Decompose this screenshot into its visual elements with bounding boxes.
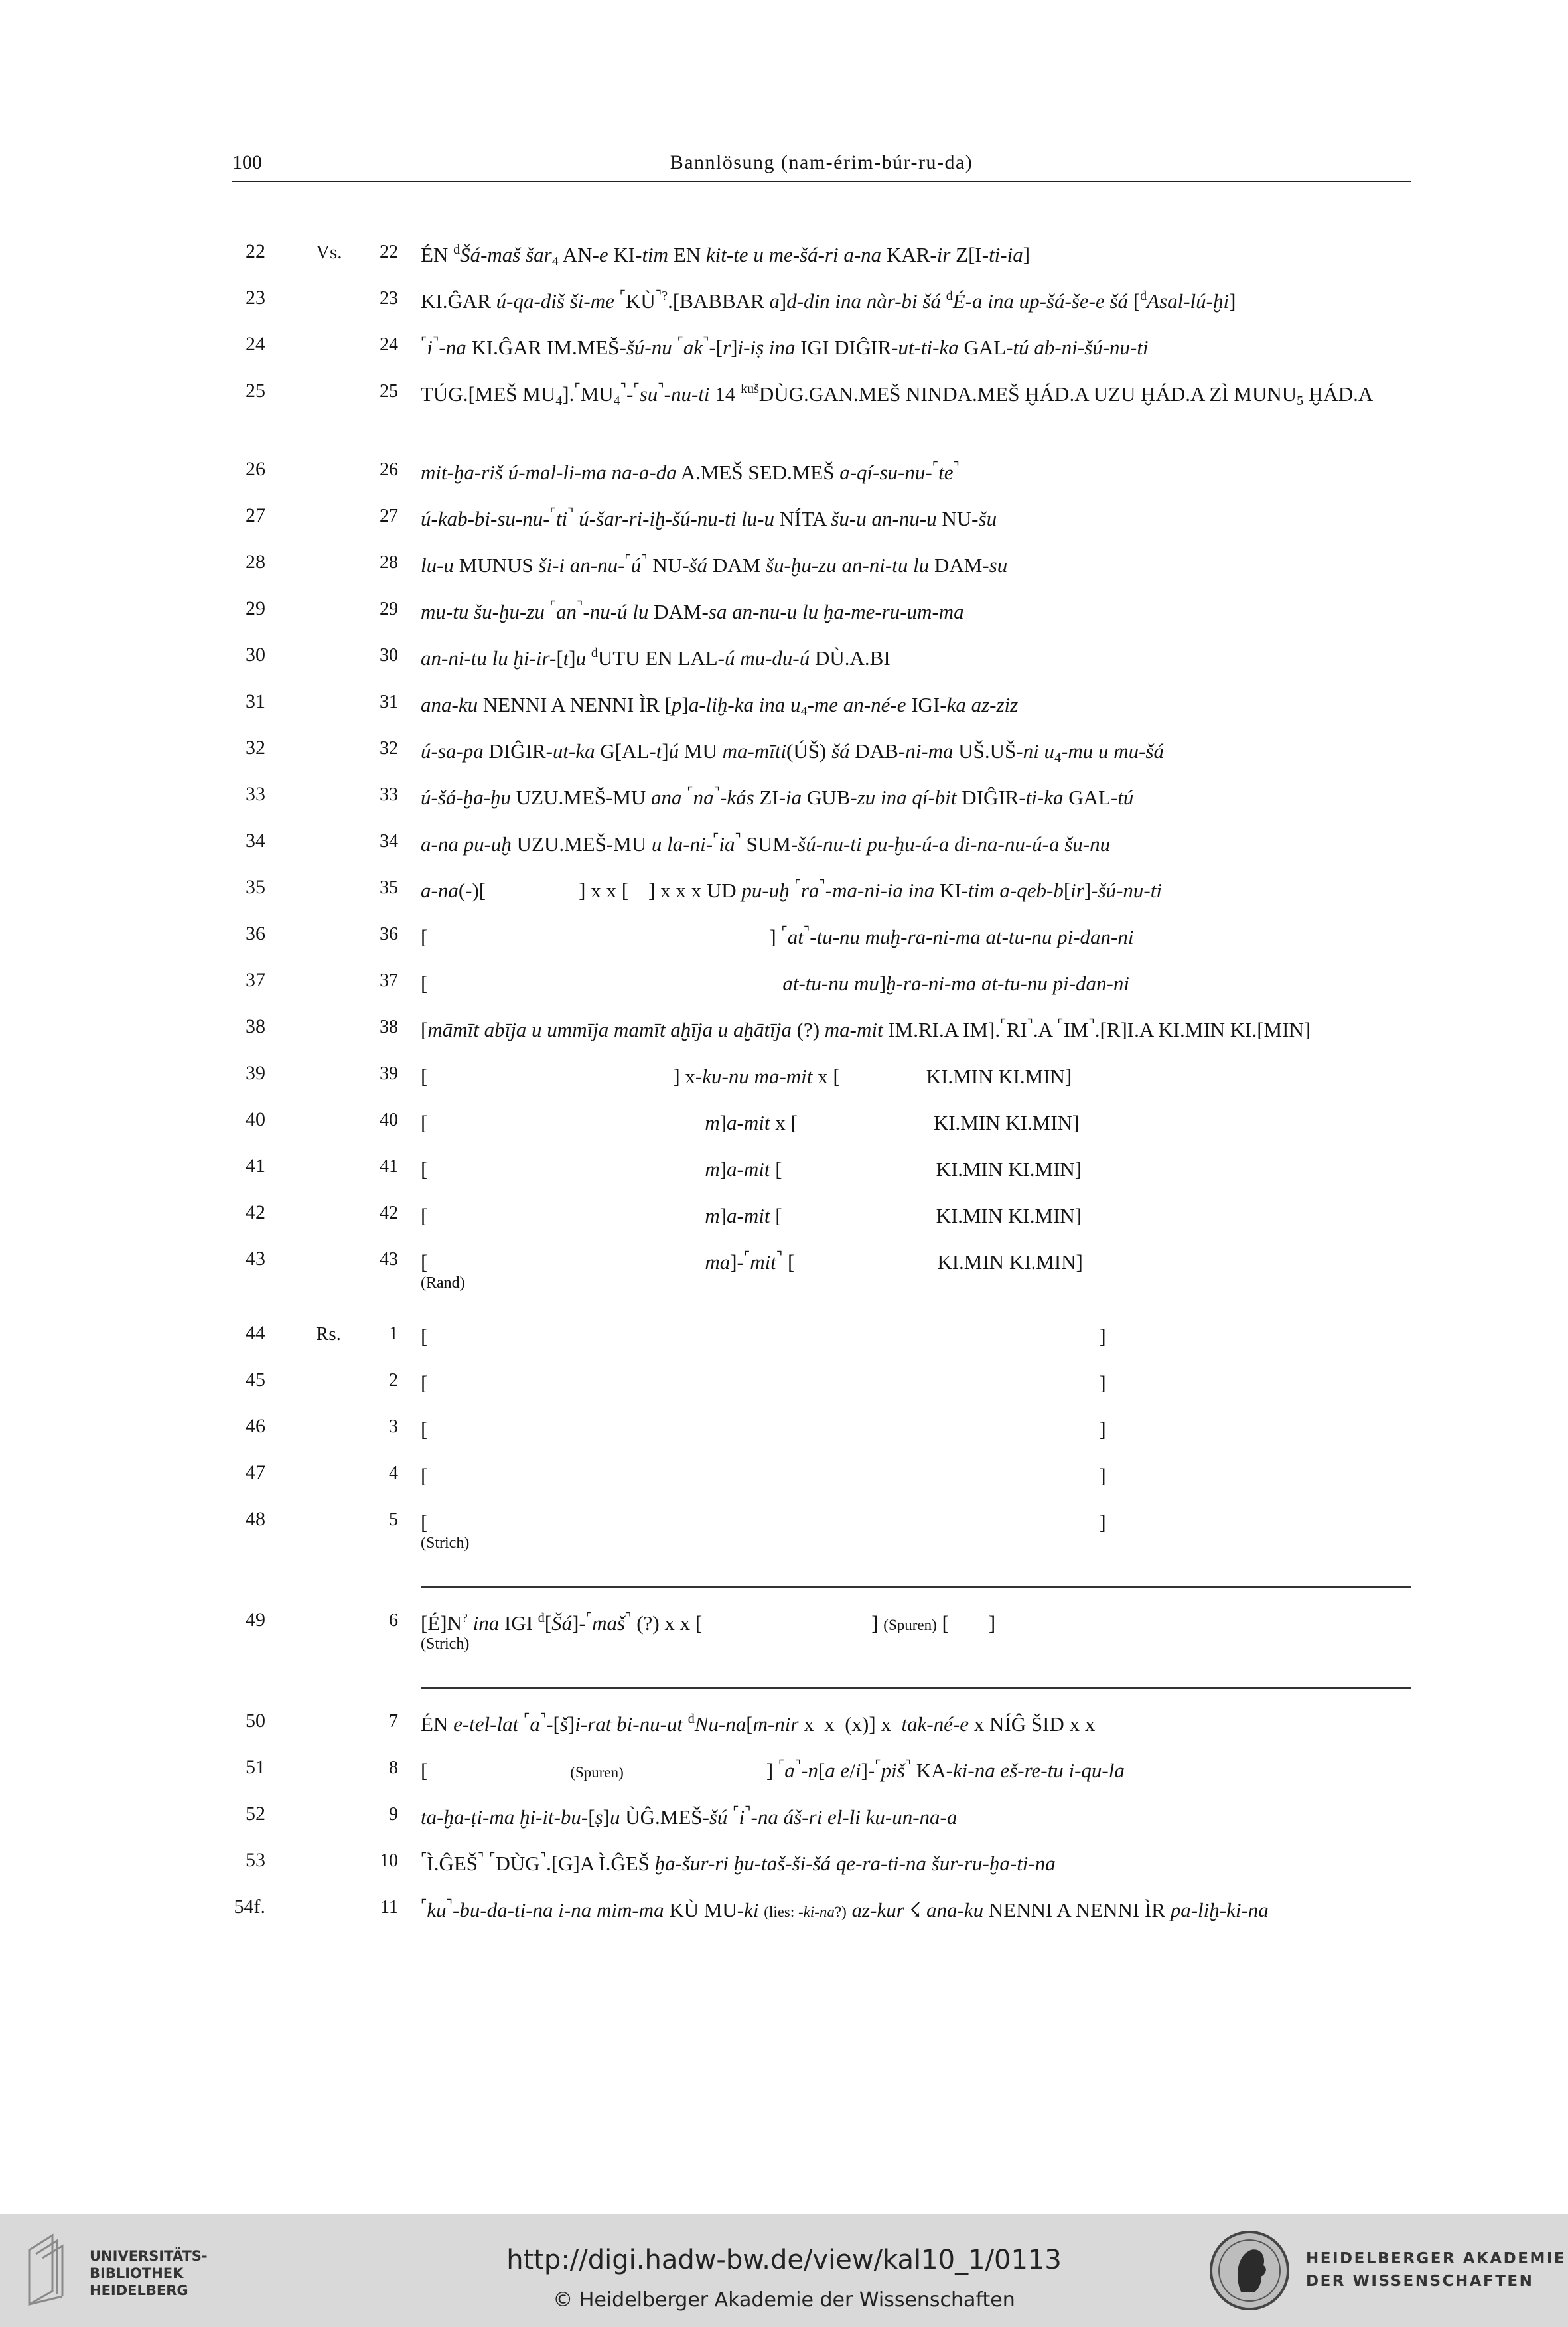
transliteration-text: ⌜Ì.ĜEŠ⌝ ⌜DÙG⌝.[G]A Ì.ĜEŠ ḫa-šur-ri ḫu-taš-ši-šá qe-ra-ti-na šur-ru-ḫa-ti-na xyxy=(421,1851,1056,1875)
source-line-number: 6 xyxy=(389,1610,398,1631)
source-line-number: 2 xyxy=(389,1370,398,1390)
line-number: 43 xyxy=(246,1248,265,1270)
transliteration-text: KI.ĜAR ú-qa-diš ši-me ⌜KÙ⌝?.[BABBAR a]d-din ina nàr-bi šá $^d$É-a ina up-šá-še-e šá [$^d$Asal-lú-ḫi] xyxy=(421,289,1236,313)
transliteration-text: lu-u MUNUS ši-i an-nu-⌜ú⌝ NU-šá DAM šu-ḫu-zu an-ni-tu lu DAM-su xyxy=(421,553,1008,577)
line-number: 38 xyxy=(246,1015,265,1037)
text-line xyxy=(0,238,1568,284)
text-line xyxy=(0,595,1568,641)
page-number: 100 xyxy=(232,151,262,173)
line-number: 34 xyxy=(246,830,265,852)
line-number: 33 xyxy=(246,783,265,805)
line-number: 50 xyxy=(246,1710,265,1732)
source-line-number: 29 xyxy=(380,599,398,619)
transliteration-text: [ ] xyxy=(421,1464,1106,1487)
line-number: 44 xyxy=(246,1322,265,1344)
text-line xyxy=(0,1459,1568,1505)
text-line xyxy=(0,873,1568,920)
transliteration-text: [ ] x-ku-nu ma-mit x [ KI.MIN KI.MIN] xyxy=(421,1065,1072,1088)
source-line-number: 26 xyxy=(380,459,398,480)
source-line-number: 11 xyxy=(380,1897,398,1917)
source-line-number: 7 xyxy=(389,1711,398,1732)
transliteration-text: ú-šá-ḫa-ḫu UZU.MEŠ-MU ana ⌜na⌝-kás ZI-ia GUB-zu ina qí-bit DIĜIR-ti-ka GAL-tú xyxy=(421,785,1134,809)
line-number: 51 xyxy=(246,1756,265,1778)
section-divider xyxy=(421,1687,1411,1689)
line-number: 40 xyxy=(246,1108,265,1130)
text-line xyxy=(0,827,1568,873)
academy-name-line: DER WISSENSCHAFTEN xyxy=(1306,2273,1534,2290)
source-line-number: 35 xyxy=(380,877,398,898)
source-line-number: 39 xyxy=(380,1063,398,1084)
text-line xyxy=(0,1106,1568,1152)
transliteration-text: [ ] xyxy=(421,1511,1106,1534)
source-line-number: 40 xyxy=(380,1110,398,1130)
source-line-number: 41 xyxy=(380,1156,398,1177)
line-number: 52 xyxy=(246,1803,265,1825)
line-number: 23 xyxy=(246,287,265,309)
text-line xyxy=(0,641,1568,688)
text-line xyxy=(0,1059,1568,1106)
academy-name-line: HEIDELBERGER AKADEMIE xyxy=(1306,2250,1567,2267)
text-line xyxy=(0,1366,1568,1412)
line-number: 32 xyxy=(246,737,265,759)
text-line xyxy=(0,1412,1568,1459)
line-number: 48 xyxy=(246,1508,265,1530)
text-line xyxy=(0,1152,1568,1199)
transliteration-text: [ at-tu-nu mu]ḫ-ra-ni-ma at-tu-nu pi-dan-ni xyxy=(421,972,1129,995)
line-number: 42 xyxy=(246,1201,265,1223)
source-line-number: 25 xyxy=(380,381,398,402)
academy-seal-icon xyxy=(1208,2229,1291,2312)
text-line xyxy=(0,1800,1568,1846)
line-number: 49 xyxy=(246,1609,265,1631)
source-line-number: 36 xyxy=(380,924,398,944)
source-line-number: 38 xyxy=(380,1017,398,1037)
source-line-number: 1 xyxy=(389,1323,398,1344)
text-line xyxy=(0,1606,1568,1707)
text-line xyxy=(0,502,1568,548)
text-line xyxy=(0,734,1568,781)
text-line xyxy=(0,1319,1568,1366)
editorial-note: (Strich) xyxy=(421,1535,470,1552)
line-number: 39 xyxy=(246,1062,265,1084)
source-url-link[interactable]: http://digi.hadw-bw.de/view/kal10_1/0113 xyxy=(506,2245,1062,2275)
library-name-line: HEIDELBERG xyxy=(90,2283,188,2298)
source-line-number: 9 xyxy=(389,1804,398,1825)
transliteration-text: [māmīt abīja u ummīja mamīt aḫīja u aḫātīja (?) ma-mit IM.RI.A IM].⌜RI⌝.A ⌜IM⌝.[R]I.A KI.MIN KI.[MIN] xyxy=(421,1017,1311,1041)
text-line xyxy=(0,1245,1568,1319)
line-number: 29 xyxy=(246,597,265,619)
line-number: 28 xyxy=(246,551,265,573)
source-line-number: 27 xyxy=(380,506,398,526)
source-line-number: 23 xyxy=(380,288,398,309)
section-divider xyxy=(421,1586,1411,1588)
library-name-line: UNIVERSITÄTS- xyxy=(90,2248,208,2264)
source-line-number: 28 xyxy=(380,552,398,573)
source-line-number: 32 xyxy=(380,738,398,759)
line-number: 35 xyxy=(246,876,265,898)
transliteration-text: [ m]a-mit [ KI.MIN KI.MIN] xyxy=(421,1204,1082,1227)
transliteration-lines xyxy=(0,238,1568,1939)
transliteration-text: [É]N? ina IGI $^d$[Šá]-⌜maš⌝ (?) x x [ ] (Spuren) [ ] xyxy=(421,1611,996,1635)
source-line-number: 4 xyxy=(389,1463,398,1483)
source-line-number: 43 xyxy=(380,1249,398,1270)
line-number: 26 xyxy=(246,458,265,480)
line-number: 25 xyxy=(246,380,265,402)
source-line-number: 10 xyxy=(380,1850,398,1871)
transliteration-text: a-na pu-uḫ UZU.MEŠ-MU u la-ni-⌜ia⌝ SUM-šú-nu-ti pu-ḫu-ú-a di-na-nu-ú-a šu-nu xyxy=(421,832,1111,856)
text-line xyxy=(0,920,1568,966)
transliteration-text: a-na(-)[ ] x x [ ] x x x UD pu-uḫ ⌜ra⌝-ma-ni-ia ina KI-tim a-qeb-b[ir]-šú-nu-ti xyxy=(421,878,1162,902)
source-line-number: 42 xyxy=(380,1203,398,1223)
line-number: 45 xyxy=(246,1369,265,1390)
transliteration-text: ana-ku NENNI A NENNI ÌR [p]a-liḫ-ka ina $u_4-me$ an-né-e IGI-ka az-ziz xyxy=(421,693,1019,719)
text-line xyxy=(0,377,1568,455)
text-line xyxy=(0,548,1568,595)
transliteration-text: [ m]a-mit [ KI.MIN KI.MIN] xyxy=(421,1158,1082,1181)
text-line xyxy=(0,1707,1568,1754)
transliteration-text: [ m]a-mit x [ KI.MIN KI.MIN] xyxy=(421,1111,1080,1134)
tablet-side-label: Rs. xyxy=(316,1323,341,1345)
transliteration-text: TÚG.[MEŠ $MU_4].^⌜MU_4^⌝-^⌜su^⌝-nu-ti$ 14 $^{kuš}$DÙG.GAN.MEŠ NINDA.MEŠ ḪÁD.A UZU ḪÁD.A ZÌ $MUNU_5$ ḪÁD.A xyxy=(421,382,1374,408)
tablet-side-label: Vs. xyxy=(316,242,342,263)
transliteration-text: [ (Spuren) ] ⌜a⌝-n[a e/i]-⌜piš⌝ KA-ki-na eš-re-tu i-qu-la xyxy=(421,1758,1125,1782)
text-line xyxy=(0,1013,1568,1059)
editorial-note: (Strich) xyxy=(421,1635,470,1653)
running-title: Bannlösung (nam-érim-búr-ru-da) xyxy=(670,151,973,173)
library-name-line: BIBLIOTHEK xyxy=(90,2265,184,2281)
text-line xyxy=(0,1199,1568,1245)
line-number: 41 xyxy=(246,1155,265,1177)
source-line-number: 24 xyxy=(380,335,398,355)
line-number: 54f. xyxy=(234,1896,265,1917)
line-number: 27 xyxy=(246,504,265,526)
line-number: 36 xyxy=(246,923,265,944)
line-number: 22 xyxy=(246,240,265,262)
text-line xyxy=(0,688,1568,734)
line-number: 47 xyxy=(246,1462,265,1483)
transliteration-text: an-ni-tu lu ḫi-ir-[t]u $^d$UTU EN LAL-ú mu-du-ú DÙ.A.BI xyxy=(421,646,891,670)
line-number: 46 xyxy=(246,1415,265,1437)
line-number: 31 xyxy=(246,690,265,712)
source-line-number: 5 xyxy=(389,1509,398,1530)
text-line xyxy=(0,781,1568,827)
transliteration-text: ú-kab-bi-su-nu-⌜ti⌝ ú-šar-ri-iḫ-šú-nu-ti lu-u NÍTA šu-u an-nu-u NU-šu xyxy=(421,506,997,530)
transliteration-text: mit-ḫa-riš ú-mal-li-ma na-a-da A.MEŠ SED.MEŠ a-qí-su-nu-⌜te⌝ xyxy=(421,460,960,484)
transliteration-text: mu-tu šu-ḫu-zu ⌜an⌝-nu-ú lu DAM-sa an-nu-u lu ḫa-me-ru-um-ma xyxy=(421,599,964,623)
transliteration-text: ú-sa-pa DIĜIR-ut-ka G[AL-t]ú MU ma-mīti(ÚŠ) šá DAB-ni-ma UŠ.UŠ-ni $u_4-mu$ u mu-šá xyxy=(421,739,1164,765)
source-line-number: 31 xyxy=(380,692,398,712)
transliteration-text: [ ] xyxy=(421,1418,1106,1441)
page-header xyxy=(232,146,1411,181)
transliteration-text: ⌜i⌝-na KI.ĜAR IM.MEŠ-šú-nu ⌜ak⌝-[r]i-iṣ ina IGI DIĜIR-ut-ti-ka GAL-tú ab-ni-šú-nu-ti xyxy=(421,335,1149,359)
text-line xyxy=(0,1505,1568,1606)
footer-banner xyxy=(0,2214,1568,2327)
text-line xyxy=(0,1846,1568,1893)
copyright-notice: © Heidelberger Akademie der Wissenschaften xyxy=(553,2289,1015,2312)
text-line xyxy=(0,455,1568,502)
text-line xyxy=(0,966,1568,1013)
transliteration-text: [ ] xyxy=(421,1371,1106,1394)
transliteration-text: [ ma]-⌜mit⌝ [ KI.MIN KI.MIN] xyxy=(421,1250,1083,1274)
transliteration-text: ⌜ku⌝-bu-da-ti-na i-na mim-ma KÙ MU-ki (lies: -ki-na?) az-kur ☇ ana-ku NENNI A NENNI ÌR pa-liḫ-ki-na xyxy=(421,1898,1269,1921)
source-line-number: 3 xyxy=(389,1416,398,1437)
source-line-number: 30 xyxy=(380,645,398,666)
line-number: 53 xyxy=(246,1849,265,1871)
editorial-note: (Rand) xyxy=(421,1274,465,1292)
academy-name xyxy=(1306,2247,1566,2292)
source-line-number: 34 xyxy=(380,831,398,852)
transliteration-text: ÉN e-tel-lat ⌜a⌝-[š]i-rat bi-nu-ut $^d$Nu-na[m-nir x x (x)] x tak-né-e x NÍĜ ŠID x x xyxy=(421,1712,1096,1736)
line-number: 37 xyxy=(246,969,265,991)
transliteration-text: ta-ḫa-ṭi-ma ḫi-it-bu-[ṣ]u ÙĜ.MEŠ-šú ⌜i⌝-na áš-ri el-li ku-un-na-a xyxy=(421,1805,958,1829)
transliteration-text: [ ] xyxy=(421,1325,1106,1348)
header-rule xyxy=(232,181,1411,182)
transliteration-text: ÉN $^d$Šá-maš šar$_4$ AN-e KI-tim EN kit-te u me-šá-ri a-na KAR-ir Z[I-ti-ia] xyxy=(421,242,1031,269)
text-line xyxy=(0,331,1568,377)
text-line xyxy=(0,1893,1568,1939)
source-line-number: 22 xyxy=(380,242,398,262)
line-number: 24 xyxy=(246,333,265,355)
text-line xyxy=(0,1754,1568,1800)
source-line-number: 8 xyxy=(389,1758,398,1778)
text-line xyxy=(0,284,1568,331)
source-line-number: 33 xyxy=(380,785,398,805)
source-line-number: 37 xyxy=(380,970,398,991)
line-number: 30 xyxy=(246,644,265,666)
transliteration-text: [ ] ⌜at⌝-tu-nu muḫ-ra-ni-ma at-tu-nu pi-dan-ni xyxy=(421,925,1134,948)
